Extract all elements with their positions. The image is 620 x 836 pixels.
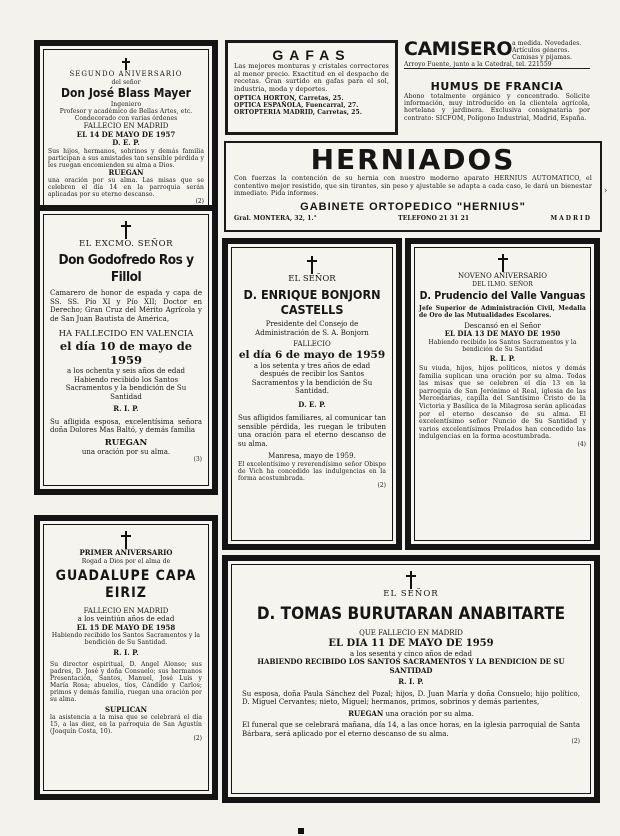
camisero-ad	[404, 38, 590, 78]
vanguas-died: Descansó en el Señor	[464, 321, 541, 330]
vanguas-date: EL DIA 13 DE MAYO DE 1950	[444, 329, 561, 338]
humus-body: Abono totalmente orgánico y concentrado. Solicite información, muy introducido en la clientela agrícola, hortelana y jardinera. Exclusiva consignataria por contrato: SICFOM, Polígono Industrial, Madrid, España.	[404, 93, 590, 122]
vanguas-obituary	[405, 238, 600, 550]
capa-intro: Rogad a Dios por el alma de	[81, 557, 171, 565]
vanguas-rip: R. I. P.	[489, 353, 516, 363]
blass-title: del señor	[111, 79, 141, 86]
herniados-body: Con fuerzas la contención de su hernia con nuestro moderno aparato HERNIUS AUTOMATICO, el contentivo mejor resistido, que sin tirantes, sin peso y ajustable se adapta a cada caso, le dará un bienestar inmediato. Pida informes.	[234, 175, 592, 198]
blass-died: FALLECIO EN MADRID	[83, 122, 169, 130]
burutaran-age: a los sesenta y cinco años de edad	[350, 649, 472, 658]
capa-name-1: GUADALUPE CAPA	[55, 567, 197, 584]
vanguas-sig: (4)	[577, 440, 586, 448]
herniados-title: HERNIADOS	[310, 143, 516, 176]
burutaran-name: D. TOMAS BURUTARAN ANABITARTE	[256, 604, 566, 624]
cross-icon	[121, 58, 131, 70]
cross-icon	[497, 254, 509, 272]
ros-title: EL EXCMO. SEÑOR	[78, 239, 174, 249]
burutaran-obituary	[222, 555, 600, 803]
blass-sig: (2)	[195, 198, 204, 205]
gafas-shop-3: ORTOPTERIA MADRID, Carretas, 25.	[234, 109, 363, 116]
burutaran-funeral: El funeral que se celebrará mañana, día 14, a las once horas, en la iglesia parroquial de Santa Bárbara, será aplicado por el eterno descanso de su alma.	[242, 721, 580, 738]
camisero-title: CAMISERO	[404, 38, 513, 60]
vanguas-name: D. Prudencio del Valle Vanguas	[419, 289, 586, 302]
burutaran-sacr: HABIENDO RECIBIDO LOS SANTOS SACRAMENTOS Y LA BENDICION DE SU SANTIDAD	[257, 657, 565, 675]
blass-body2: una oración por su alma. Las misas que se celebren el día 14 en la parroquia serán aplicadas por su eterno descanso.	[48, 177, 204, 198]
ros-family: Su afligida esposa, excelentísima señora doña Dolores Mas Baltó, y demás familia	[50, 417, 202, 434]
margin-mark: ›	[604, 186, 608, 195]
burutaran-family: Su esposa, doña Paula Sánchez del Pozal; hijos, D. Juan María y doña Consuelo; hijo político, D. Miguel Cervantes; nieto, Miguel; hermanos, primos, sobrinos y demás parientes,	[242, 689, 580, 706]
herniados-gabinete: GABINETE ORTOPEDICO "HERNIUS"	[300, 200, 526, 213]
bonjorn-title: EL SEÑOR	[288, 274, 336, 284]
bonjorn-place: Manresa, mayo de 1959.	[268, 452, 356, 460]
capa-family: Su director espiritual, D. Angel Alonso; sus padres, D. José y doña Consuelo; sus hermanos Presentación, Santos, Manuel, José Luis y María Rosa; abuelos, tíos, Cándido y Carlos; primos y demás familia, ruegan una oración por su alma.	[50, 660, 202, 703]
capa-name-2: EIRIZ	[105, 584, 147, 601]
ros-died: HA FALLECIDO EN VALENCIA	[58, 329, 194, 339]
burutaran-died: QUE FALLECIO EN MADRID	[359, 629, 463, 637]
capa-suplican: SUPLICAN	[104, 704, 148, 714]
blass-body: Sus hijos, hermanos, sobrinos y demás familia participan a sus amistades tan sensible pérdida y les ruegan encomienden su alma a Dios.	[48, 147, 204, 169]
blass-role: Ingeniero	[110, 101, 142, 108]
capa-age: a los veintiún años de edad	[77, 615, 175, 623]
bottom-mark	[298, 828, 304, 834]
gafas-shop-2: OPTICA ESPAÑOLA, Fuencarral, 27.	[234, 102, 359, 109]
capa-date: EL 15 DE MAYO DE 1958	[76, 622, 176, 632]
gafas-body: Las mejores monturas y cristales correctores al menor precio. Exactitud en el despacho de recetas. Gran surtido en gafas para el sol, industria, moda y deportes.	[234, 62, 389, 93]
vanguas-title: DEL ILMO. SEÑOR	[472, 280, 533, 288]
burutaran-rip: R. I. P.	[398, 677, 424, 686]
bonjorn-family: Sus afligidos familiares, al comunicar tan sensible pérdida, les ruegan le tributen una oración para el eterno descanso de su alma.	[238, 414, 386, 448]
bonjorn-name: D. ENRIQUE BONJORN CASTELLS	[243, 287, 381, 317]
capa-sacr: Habiendo recibido los Santos Sacramentos y la bendición de Su Santidad.	[51, 632, 201, 646]
blass-rip: D. E. P.	[112, 138, 140, 147]
capa-label: PRIMER ANIVERSARIO	[79, 548, 173, 557]
burutaran-pray: una oración por su alma.	[385, 709, 474, 718]
vanguas-sacr: Habiendo recibido los Santos Sacramentos y la bendición de Su Santidad	[428, 338, 577, 353]
vanguas-honors: Jefe Superior de Administración Civil, Medalla de Oro de las Mutualidades Escolares.	[419, 304, 586, 319]
herniados-phone: TELEFONO 21 31 21	[398, 214, 470, 222]
cross-icon	[306, 256, 318, 274]
blass-obituary	[34, 40, 218, 218]
ros-obituary	[34, 205, 218, 495]
burutaran-date: EL DIA 11 DE MAYO DE 1959	[328, 637, 494, 649]
camisero-address: Arroyo Fuente, junto a la Catedral, tel. 221559	[404, 61, 590, 69]
bonjorn-note: El excelentísimo y reverendísimo señor Obispo de Vich ha concedido las indulgencias en la forma acostumbrada.	[238, 460, 386, 482]
blass-honors: Profesor y académico de Bellas Artes, etc. Condecorado con varias órdenes	[59, 108, 193, 122]
blass-date: EL 14 DE MAYO DE 1957	[76, 129, 176, 139]
blass-name: Don José Blass Mayer	[61, 86, 191, 100]
bonjorn-died: FALLECIO	[293, 340, 331, 348]
blass-label: SEGUNDO ANIVERSARIO	[69, 70, 183, 78]
ros-pray: una oración por su alma.	[81, 447, 171, 456]
bonjorn-obituary	[222, 238, 402, 550]
capa-rip: R. I. P.	[113, 648, 139, 657]
ros-sig: (3)	[193, 456, 202, 463]
vanguas-body: Su viuda, hijos, hijos políticos, nietos y demás familia suplican una oración por su alma. Todas las misas que se celebren el día 13 en la parroquia de San Jerónimo el Real, iglesia de las Mercedarias, capilla del Santísimo Cristo de la Victoria y Basílica de la Milagrosa serán aplicadas por el eterno descanso de su alma. El excelentísimo señor Nuncio de Su Santidad y varios excelentísimos Prelados han concedido las indulgencias en la forma acostumbrada.	[419, 365, 586, 441]
burutaran-sig: (2)	[571, 738, 580, 745]
herniados-ad	[224, 141, 602, 232]
ros-age: a los ochenta y seis años de edad	[67, 367, 185, 375]
herniados-city: MADRID	[550, 214, 592, 222]
gafas-ad	[225, 40, 398, 135]
herniados-street: Gral. MONTERA, 32, 1.°	[234, 214, 317, 222]
burutaran-ruegan: RUEGAN	[348, 708, 384, 718]
bonjorn-role: Presidente del Consejo de Administración de S. A. Bonjorn	[255, 320, 369, 337]
ros-date: el día 10 de mayo de 1959	[59, 339, 193, 367]
cross-icon	[405, 571, 417, 589]
humus-ad	[404, 80, 590, 134]
humus-title: HUMUS DE FRANCIA	[430, 80, 564, 93]
bonjorn-rip: D. E. P.	[298, 399, 326, 409]
bonjorn-sig: (2)	[377, 481, 386, 489]
capa-obituary	[34, 515, 218, 800]
ros-ruegan: RUEGAN	[104, 437, 148, 448]
capa-mass: la asistencia a la misa que se celebrará el día 15, a las diez, en la parroquia de San Agustín (Joaquín Costa, 10).	[50, 714, 202, 735]
capa-sig: (2)	[193, 735, 202, 742]
vanguas-label: NOVENO ANIVERSARIO	[457, 272, 547, 280]
gafas-title: GAFAS	[272, 47, 351, 63]
cross-icon	[120, 531, 132, 549]
bonjorn-date: el día 6 de mayo de 1959	[238, 348, 386, 361]
ros-honors: Camarero de honor de espada y capa de SS. SS. Pío XI y Pío XII; Doctor en Derecho; Gran Cruz del Mérito Agrícola y de San Juan Bautista de América,	[50, 289, 202, 323]
burutaran-title: EL SEÑOR	[383, 589, 439, 599]
ros-sacr: Habiendo recibido los Santos Sacramentos y la bendición de Su Santidad	[65, 375, 187, 401]
bonjorn-age: a los setenta y tres años de edad	[253, 361, 371, 370]
ros-rip: R. I. P.	[113, 404, 139, 413]
cross-icon	[120, 221, 132, 239]
bonjorn-sacr: después de recibir los Santos Sacramentos y la bendición de Su Santidad.	[251, 370, 373, 395]
capa-died: FALLECIO EN MADRID	[83, 606, 169, 615]
ros-name: Don Godofredo Ros y Fillol	[58, 252, 194, 285]
camisero-body: a medida. Novedades. Artículos géneros. Camisas y pijamas.	[512, 40, 582, 61]
gafas-shop-1: OPTICA HORTON, Carretas, 25.	[234, 95, 344, 102]
blass-ruegan: RUEGAN	[108, 167, 144, 177]
